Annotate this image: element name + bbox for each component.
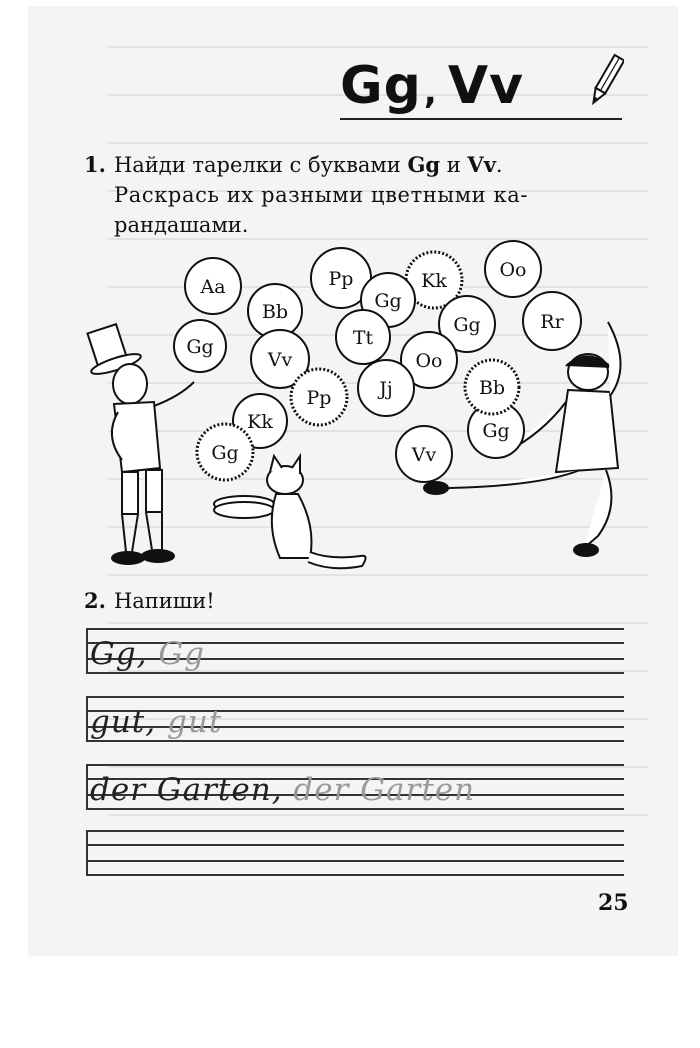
handwriting-gut xyxy=(90,704,222,740)
plate-oo xyxy=(485,241,541,297)
plate-label: Pp xyxy=(328,268,354,290)
model-text: gut, xyxy=(90,704,167,740)
plate-vv xyxy=(197,424,253,480)
plate-label: Kk xyxy=(421,270,447,292)
task-1-number: 1. xyxy=(84,152,106,177)
plate-label: Jj xyxy=(379,378,393,400)
handwriting-gg xyxy=(90,636,205,672)
lesson-title xyxy=(340,56,524,116)
plate-label: Bb xyxy=(261,301,289,323)
task-1 xyxy=(84,150,624,240)
writing-line-3[interactable] xyxy=(86,764,624,808)
plate-label: Bb xyxy=(478,377,506,399)
task-2-text: Напиши! xyxy=(113,589,215,613)
plate-label: Pp xyxy=(306,387,332,409)
plate-label: Vv xyxy=(267,349,293,371)
plate-label: Aa xyxy=(200,276,226,298)
writing-line-2[interactable] xyxy=(86,696,624,740)
task-2-number: 2. xyxy=(84,588,106,613)
task-2 xyxy=(84,586,215,616)
model-text: der Garten, xyxy=(90,772,294,808)
plate-vv xyxy=(396,426,452,482)
plate-label: Kk xyxy=(247,411,273,433)
plate-label: Tt xyxy=(352,327,374,349)
task-1-line-1 xyxy=(84,150,624,180)
plate-label: Gg xyxy=(211,442,239,464)
plate-aa xyxy=(185,258,241,314)
pencil-icon xyxy=(588,52,624,108)
task-1-letters-g: Gg xyxy=(407,152,441,177)
handwriting-der-garten xyxy=(90,772,475,808)
copy-text: der Garten xyxy=(293,772,476,808)
task-1-line-2: Раскрась их разными цветными ка- xyxy=(114,183,529,207)
task-1-text-mid: и xyxy=(440,153,468,177)
title-underline xyxy=(340,118,622,120)
plate-label: Rr xyxy=(540,311,564,333)
task-1-line-3: рандашами. xyxy=(114,213,249,237)
title-letter-g: Gg xyxy=(340,56,422,116)
plate-tt xyxy=(336,310,390,364)
writing-line-1[interactable] xyxy=(86,628,624,672)
title-separator: , xyxy=(423,72,438,112)
task-1-letters-v: Vv xyxy=(467,152,496,177)
plate-pp xyxy=(291,369,347,425)
plate-label: Gg xyxy=(482,420,510,442)
plate-label: Oo xyxy=(415,350,443,372)
plate-label: Gg xyxy=(186,336,214,358)
page-number: 25 xyxy=(598,890,629,916)
plate-label: Gg xyxy=(374,290,402,312)
plate-rr xyxy=(523,292,581,350)
model-text: Gg, xyxy=(90,636,159,672)
plate-label: Vv xyxy=(411,444,437,466)
title-letter-v: Vv xyxy=(447,56,524,116)
copy-text: gut xyxy=(166,704,223,740)
plate-label: Oo xyxy=(499,259,527,281)
juggling-illustration xyxy=(70,236,630,582)
plate-jj xyxy=(358,360,414,416)
copy-text: Gg xyxy=(158,636,205,672)
task-1-text-end: . xyxy=(495,153,503,177)
plate-label: Gg xyxy=(453,314,481,336)
plate-gg xyxy=(174,320,226,372)
plate-bb xyxy=(465,360,519,414)
task-1-text-start: Найди тарелки с буквами xyxy=(113,153,408,177)
writing-line-4-empty[interactable] xyxy=(86,830,624,874)
